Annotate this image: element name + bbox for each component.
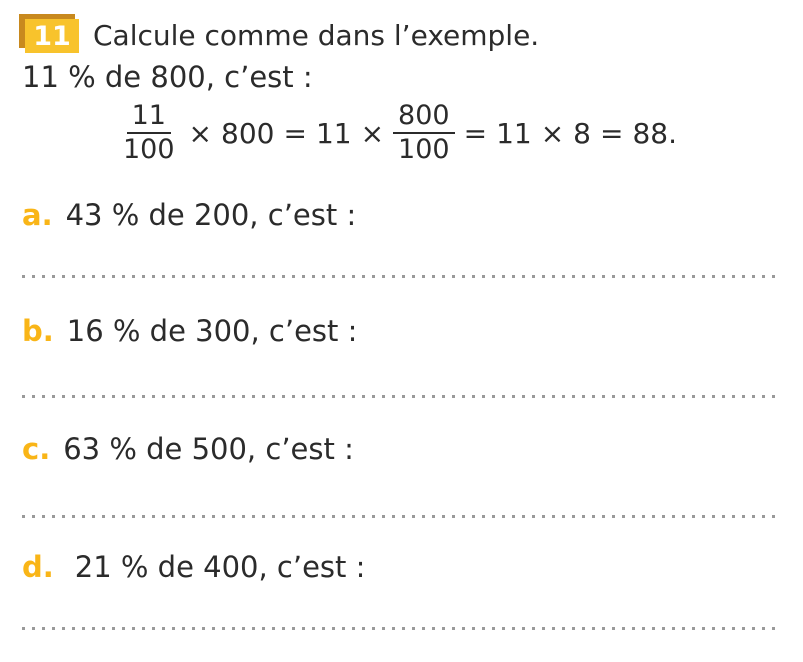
answer-dotted-line [22,627,778,630]
times-sign: × [188,116,213,150]
item-text: 16 % de 300, c’est : [66,314,358,348]
equals-sign: = [283,116,307,150]
exercise-item-c [22,431,354,467]
exercise-item-d [22,549,365,585]
equals-sign: = [463,116,488,150]
fraction-numerator: 800 [393,101,455,134]
operand: 8 [573,116,591,150]
item-label: c. [22,432,51,466]
exercise-item-a [22,197,356,233]
item-text: 21 % de 400, c’est : [74,550,366,584]
fraction-800-100 [393,101,455,165]
times-sign: × [360,116,385,150]
exercise-number-badge [19,14,81,54]
item-text: 43 % de 200, c’est : [65,198,357,232]
exercise-number: 11 [33,20,71,52]
operand: 800 [221,116,275,150]
exercise-title: Calcule comme dans l’exemple. [93,19,540,52]
fraction-denominator: 100 [123,134,175,165]
answer-dotted-line [22,275,778,278]
fraction-11-100 [118,101,180,165]
example-statement: 11 % de 800, c’est : [22,60,313,94]
answer-dotted-line [22,395,778,398]
exercise-item-b [22,313,357,349]
operand: 11 [315,116,352,150]
badge-face [25,19,79,53]
fraction-numerator: 11 [127,101,171,134]
item-label: d. [22,550,54,584]
result-value: 88. [632,116,677,150]
times-sign: × [540,116,565,150]
example-expression [118,100,677,166]
operand: 11 [496,116,532,150]
item-label: a. [22,198,53,232]
equals-sign: = [600,116,624,150]
fraction-denominator: 100 [398,134,450,165]
item-label: b. [22,314,54,348]
item-text: 63 % de 500, c’est : [63,432,354,466]
answer-dotted-line [22,515,778,518]
